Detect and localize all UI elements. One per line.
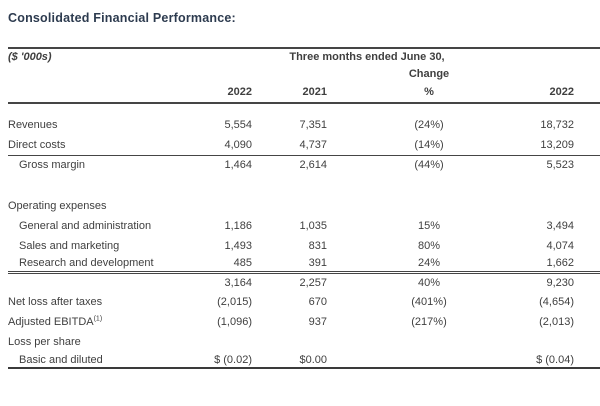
table-header-period-row [8,48,600,65]
table-row-research-and-development [8,256,600,272]
cell-change: 24% [417,257,441,270]
table-header-change-row [8,65,600,82]
cell-change: (24%) [414,119,444,131]
cell-change: (14%) [414,138,444,151]
cell-ytd2022: 4,074 [546,240,574,252]
row-label: Operating expenses [8,200,107,212]
table-row-sales-and-marketing [8,236,600,256]
cell-q2022: 1,186 [224,220,252,232]
col-header-change-pct: % [424,86,434,98]
cell-q2021: 670 [308,296,327,308]
table-row-adjusted-ebitda [8,312,600,332]
cell-q2021: 831 [308,240,327,252]
cell-change: (44%) [414,159,444,172]
cell-q2021: 1,035 [299,220,327,232]
row-label: Sales and marketing [19,240,120,252]
cell-change [327,352,531,368]
cell-ytd2022: 18,732 [540,119,574,131]
spacer-row [8,175,600,196]
cell-change: 40% [417,276,441,289]
cell-q2022: 3,164 [224,276,252,289]
cell-ytd2022: $ (0.04) [536,353,574,366]
footnote-marker: (1) [93,315,103,323]
page-title: Consolidated Financial Performance: [8,11,236,25]
cell-q2022: 1,493 [224,240,252,252]
row-label: Basic and diluted [19,353,103,366]
cell-ytd2022: 1,662 [546,257,574,270]
change-header: Change [408,67,450,80]
col-header-q-2021: 2021 [302,86,327,98]
cell-q2022: 485 [233,257,252,270]
cell-ytd2022: (4,654) [539,296,574,308]
cell-q2022: 1,464 [224,159,252,172]
row-label: Direct costs [8,138,66,151]
cell-q2021: 2,257 [299,276,327,289]
cell-q2022: 4,090 [224,138,252,151]
row-label: Loss per share [8,336,81,348]
row-label: General and administration [19,220,152,232]
table-header-years-row [8,82,600,103]
table-row-basic-and-diluted [8,352,600,368]
row-label: Revenues [8,119,58,131]
col-header-ytd-2022: 2022 [549,86,574,98]
table-row-direct-costs [8,135,600,155]
row-label: Gross margin [19,159,86,172]
cell-ytd2022: (2,013) [539,316,574,328]
table-row-general-and-administration [8,216,600,236]
row-label: Adjusted EBITDA$^{(1)}$ [8,315,103,328]
financial-table [8,47,600,369]
spacer-row [8,103,600,115]
row-label: Research and development [19,257,154,270]
cell-q2021: 7,351 [299,119,327,131]
cell-q2021: 937 [308,316,327,328]
col-header-q-2022: 2022 [227,86,252,98]
cell-ytd2022: 9,230 [546,276,574,289]
cell-q2021: 391 [308,257,327,270]
row-label: Net loss after taxes [8,296,103,308]
table-row-operating-expenses [8,196,600,216]
units-label: ($ '000s) [8,51,52,63]
table-row-revenues [8,115,600,135]
period-header-spacer [531,48,600,65]
row-label [8,272,168,292]
table-row-net-loss-after-taxes [8,292,600,312]
cell-change: (217%) [411,316,447,328]
cell-ytd2022: 13,209 [540,138,574,151]
period-header: Three months ended June 30, [289,51,445,63]
cell-q2021: 2,614 [299,159,327,172]
cell-ytd2022: 5,523 [546,159,574,172]
cell-q2022: (1,096) [217,316,252,328]
cell-q2022: (2,015) [217,296,252,308]
cell-ytd2022: 3,494 [546,220,574,232]
cell-change: (401%) [411,296,447,308]
cell-q2021: $0.00 [299,353,327,366]
cell-change: 15% [417,220,441,232]
table-row-loss-per-share [8,332,600,352]
cell-q2021: 4,737 [299,138,327,151]
cell-q2022: $ (0.02) [214,353,252,366]
cell-q2022: 5,554 [224,119,252,131]
table-row-operating-expenses-total [8,272,600,292]
cell-change: 80% [417,240,441,252]
table-row-gross-margin [8,155,600,175]
